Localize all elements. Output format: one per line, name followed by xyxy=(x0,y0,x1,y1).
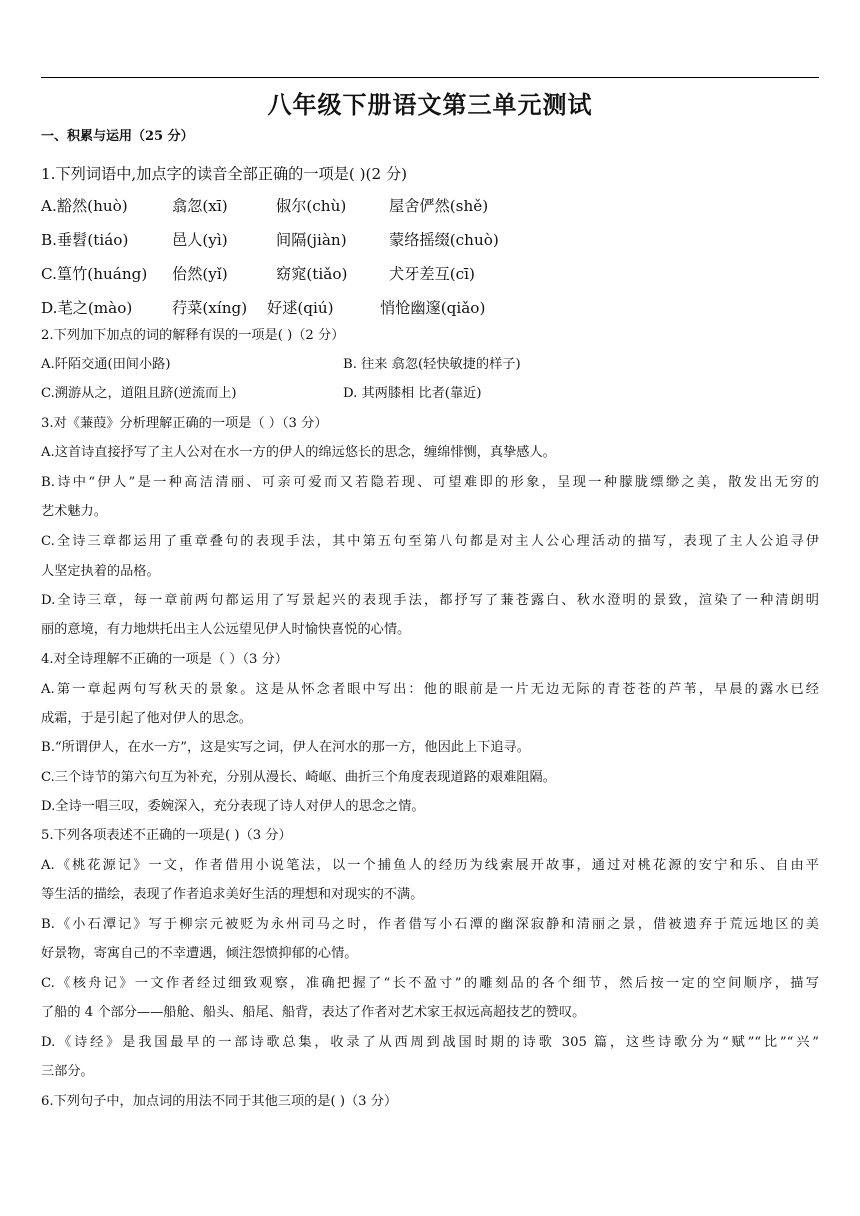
option-item: 俶尔(chù) xyxy=(276,197,347,215)
option-item: D. 其两膝相 比者(靠近) xyxy=(343,386,482,401)
option-item: C.溯游从之，道阻且跻(逆流而上) xyxy=(41,386,237,401)
option-item: A.豁然(huò) xyxy=(41,197,128,215)
q3-option-d-line-1: D.全诗三章，每一章前两句都运用了写景起兴的表现手法，都抒写了蒹苍露白、秋水澄明的景致，渲染了一种清朗明 xyxy=(41,593,819,608)
q4-option-c: C.三个诗节的第六句互为补充，分别从漫长、崎岖、曲折三个角度表现道路的艰难阻隔。 xyxy=(41,770,556,785)
q5-option-b-line-1: B.《小石潭记》写于柳宗元被贬为永州司马之时，作者借写小石潭的幽深寂静和清丽之景，借被遗弃于荒远地区的美 xyxy=(41,917,819,932)
q3-option-c-line-1: C.全诗三章都运用了重章叠句的表现手法，其中第五句至第八句都是对主人公心理活动的描写，表现了主人公追寻伊 xyxy=(41,534,819,549)
option-item: C.篁竹(huáng) xyxy=(41,265,148,283)
option-item: 佁然(yǐ) xyxy=(172,265,228,283)
q6-stem: 6.下列句子中，加点词的用法不同于其他三项的是( )（3 分） xyxy=(41,1094,398,1109)
q3-option-a: A.这首诗直接抒写了主人公对在水一方的伊人的绵远悠长的思念，缠绵悱恻，真挚感人。 xyxy=(41,445,556,460)
option-item: 翕忽(xī) xyxy=(172,197,228,215)
option-item: B.垂髫(tiáo) xyxy=(41,231,129,249)
section-heading: 一、积累与运用（25 分） xyxy=(41,129,194,144)
q5-option-d-line-2: 三部分。 xyxy=(41,1064,94,1079)
option-item: 屋舍俨然(shě) xyxy=(389,197,489,215)
option-item: B. 往来 翕忽(轻快敏捷的样子) xyxy=(343,357,521,372)
option-item: 窈窕(tiǎo) xyxy=(276,265,348,283)
q3-option-c-line-2: 人坚定执着的品格。 xyxy=(41,564,160,579)
q1-stem: 1.下列词语中,加点字的读音全部正确的一项是( )(2 分) xyxy=(41,165,408,183)
q5-option-d-line-1: D.《诗经》是我国最早的一部诗歌总集，收录了从西周到战国时期的诗歌 305 篇，这些诗歌分为“赋”“比”“兴” xyxy=(41,1035,819,1050)
q3-stem: 3.对《蒹葭》分析理解正确的一项是（ ）（3 分） xyxy=(41,416,328,431)
q5-stem: 5.下列各项表述不正确的一项是( )（3 分） xyxy=(41,828,292,843)
q4-option-a-line-1: A.第一章起两句写秋天的景象。这是从怀念者眼中写出：他的眼前是一片无边无际的青苍苍的芦苇，早晨的露水已经 xyxy=(41,682,819,697)
option-item: 蒙络摇缀(chuò) xyxy=(389,231,499,249)
option-item: 悄怆幽邃(qiǎo) xyxy=(380,299,486,317)
q4-option-d: D.全诗一唱三叹，委婉深入，充分表现了诗人对伊人的思念之情。 xyxy=(41,799,425,814)
option-item: A.阡陌交通(田间小路) xyxy=(41,357,171,372)
q4-option-b: B.“所谓伊人，在水一方”，这是实写之词，伊人在河水的那一方，他因此上下追寻。 xyxy=(41,740,530,755)
option-item: D.芼之(mào) xyxy=(41,299,133,317)
option-item: 好逑(qiú) xyxy=(267,299,334,317)
q2-stem: 2.下列加下加点的词的解释有误的一项是( )（2 分） xyxy=(41,328,345,343)
q5-option-a-line-1: A.《桃花源记》一文，作者借用小说笔法，以一个捕鱼人的经历为线索展开故事，通过对桃花源的安宁和乐、自由平 xyxy=(41,858,819,873)
option-item: 间隔(jiàn) xyxy=(276,231,347,249)
q4-stem: 4.对全诗理解不正确的一项是（ ）（3 分） xyxy=(41,652,288,667)
q5-option-b-line-2: 好景物，寄寓自己的不幸遭遇，倾注怨愤抑郁的心情。 xyxy=(41,946,358,961)
q4-option-a-line-2: 成霜，于是引起了他对伊人的思念。 xyxy=(41,711,252,726)
q5-option-c-line-2: 了船的 4 个部分——船舱、船头、船尾、船背，表达了作者对艺术家王叔远高超技艺的赞叹。 xyxy=(41,1005,586,1020)
q5-option-c-line-1: C.《核舟记》一文作者经过细致观察，准确把握了“长不盈寸”的雕刻品的各个细节，然后按一定的空间顺序，描写 xyxy=(41,976,819,991)
option-item: 荇菜(xíng) xyxy=(172,299,248,317)
option-item: 犬牙差互(cī) xyxy=(389,265,475,283)
q5-option-a-line-2: 等生活的描绘，表现了作者追求美好生活的理想和对现实的不满。 xyxy=(41,887,424,902)
page-title: 八年级下册语文第三单元测试 xyxy=(267,90,593,119)
option-item: 邑人(yì) xyxy=(172,231,228,249)
q3-option-b-line-1: B.诗中“伊人”是一种高洁清丽、可亲可爱而又若隐若现、可望难即的形象，呈现一种朦胧缥缈之美，散发出无穷的 xyxy=(41,475,819,490)
q3-option-d-line-2: 丽的意境，有力地烘托出主人公远望见伊人时愉快喜悦的心情。 xyxy=(41,622,411,637)
q3-option-b-line-2: 艺术魅力。 xyxy=(41,504,107,519)
header-rule xyxy=(41,77,819,78)
